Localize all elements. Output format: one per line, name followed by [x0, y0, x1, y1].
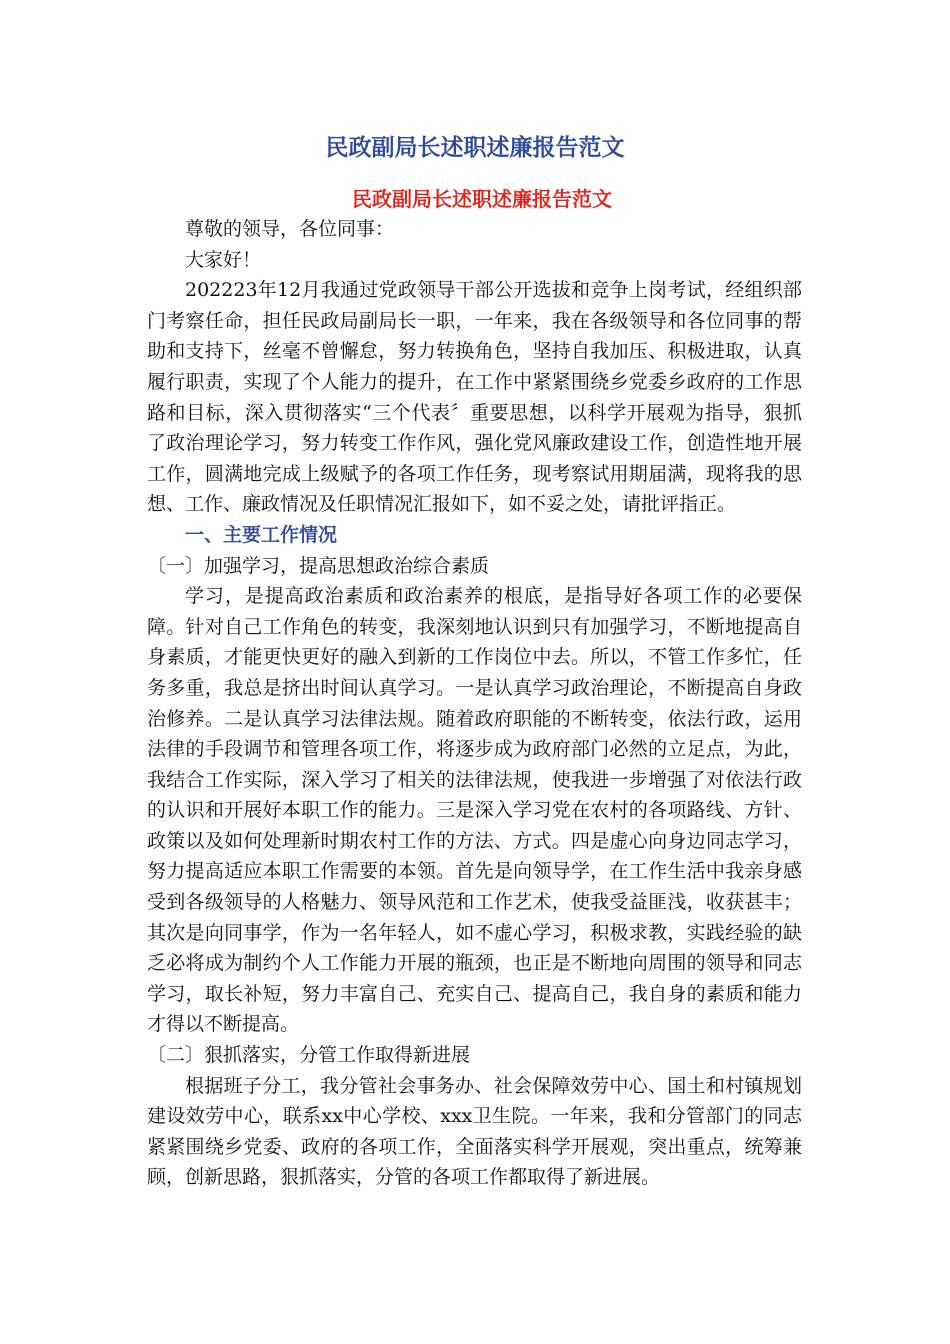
intro-paragraph: 202223年12月我通过党政领导干部公开选拔和竞争上岗考试，经组织部门考察任命，担任民政局副局长一职，一年来，我在各级领导和各位同事的帮助和支持下，丝毫不曾懈怠，努力转换角色，坚持自我加压、积极进取，认真履行职责，实现了个人能力的提升，在工作中紧紧围绕乡党委乡政府的工作思路和目标，深入贯彻落实“三个代表〞重要思想，以科学开展观为指导，狠抓了政治理论学习，努力转变工作作风，强化党风廉政建设工作，创造性地开展工作，圆满地完成上级赋予的各项工作任务，现考察试用期届满，现将我的思想、工作、廉政情况及任职情况汇报如下，如不妥之处，请批评指正。 [147, 279, 802, 516]
section-heading-main-work: 一、主要工作情况 [185, 523, 338, 546]
document-title: 民政副局长述职述廉报告范文 [325, 135, 625, 161]
greeting: 大家好！ [185, 248, 262, 271]
implementation-paragraph: 根据班子分工，我分管社会事务办、社会保障效劳中心、国土和村镇规划建设效劳中心，联系xx中心学校、xxx卫生院。一年来，我和分管部门的同志紧紧围绕乡党委、政府的各项工作，全面落实科学开展观，突出重点，统筹兼顾，创新思路，狠抓落实，分管的各项工作都取得了新进展。 [147, 1074, 802, 1189]
document-subtitle: 民政副局长述职述廉报告范文 [352, 187, 612, 211]
subsection-heading-study: 〔一〕加强学习，提高思想政治综合素质 [147, 554, 490, 577]
subsection-heading-implementation: 〔二〕狠抓落实，分管工作取得新进展 [147, 1044, 471, 1067]
document-body [147, 214, 802, 1193]
study-paragraph: 学习，是提高政治素质和政治素养的根底，是指导好各项工作的必要保障。针对自己工作角色的转变，我深刻地认识到只有加强学习，不断地提高自身素质，才能更快更好的融入到新的工作岗位中去。所以，不管工作多忙，任务多重，我总是挤出时间认真学习。一是认真学习政治理论，不断提高自身政治修养。二是认真学习法律法规。随着政府职能的不断转变，依法行政，运用法律的手段调节和管理各项工作，将逐步成为政府部门必然的立足点，为此，我结合工作实际，深入学习了相关的法律法规，使我进一步增强了对依法行政的认识和开展好本职工作的能力。三是深入学习党在农村的各项路线、方针、政策以及如何处理新时期农村工作的方法、方式。四是虚心向身边同志学习，努力提高适应本职工作需要的本领。首先是向领导学，在工作生活中我亲身感受到各级领导的人格魅力、领导风范和工作艺术，使我受益匪浅，收获甚丰；其次是向同事学，作为一名年轻人，如不虚心学习，积极求教，实践经验的缺乏必将成为制约个人工作能力开展的瓶颈，也正是不断地向周围的领导和同志学习，取长补短，努力丰富自己、充实自己、提高自己，我自身的素质和能力才得以不断提高。 [147, 585, 802, 1036]
salutation: 尊敬的领导，各位同事： [185, 218, 395, 240]
